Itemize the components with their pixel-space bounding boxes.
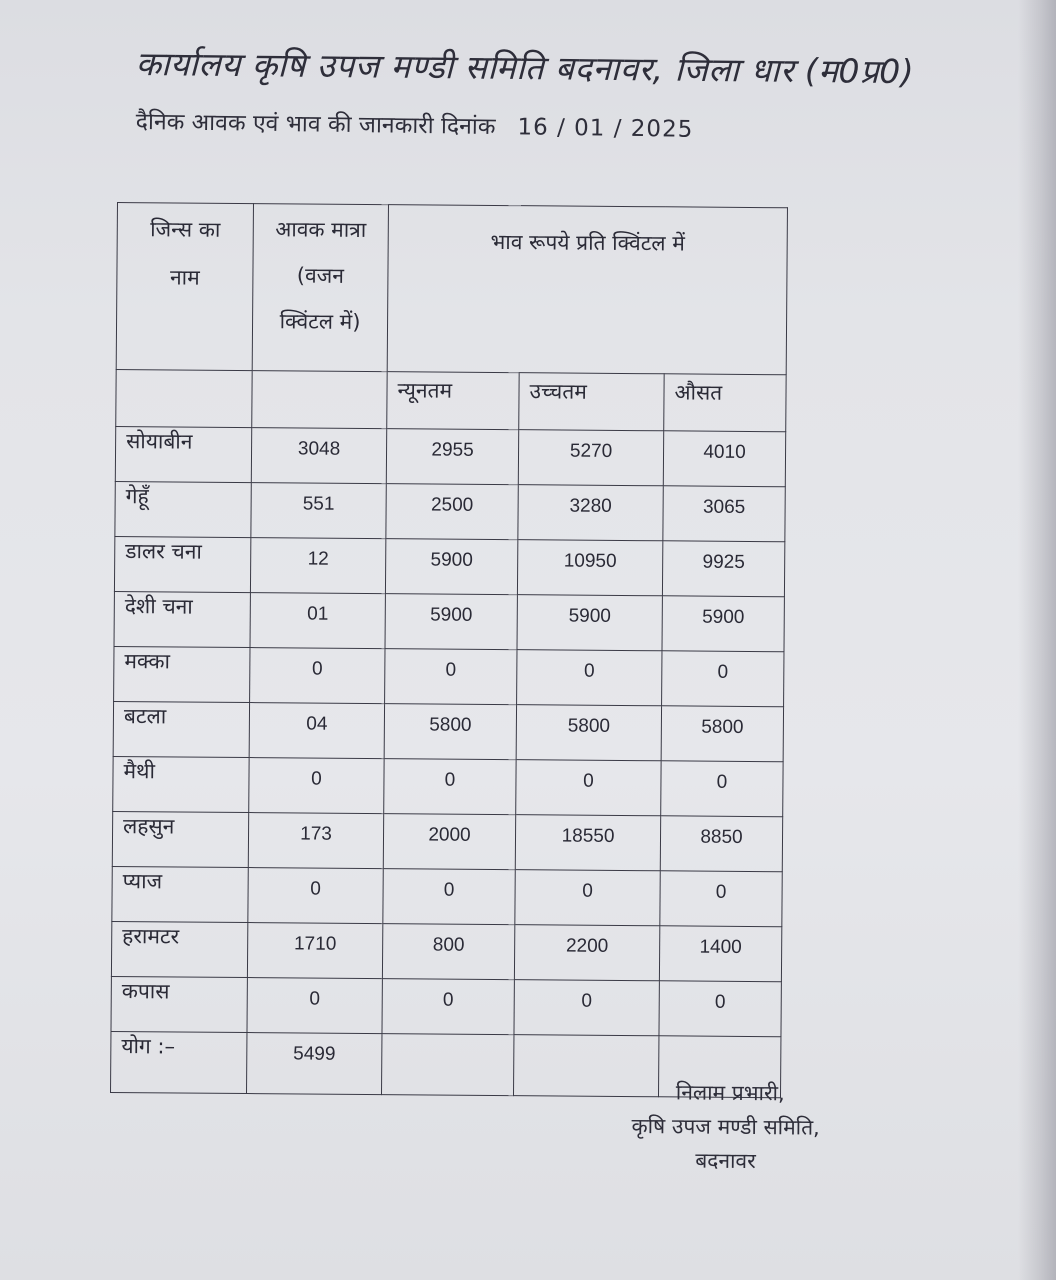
- subtitle-text: दैनिक आवक एवं भाव की जानकारी दिनांक: [135, 108, 496, 141]
- min-price: 0: [382, 979, 514, 1035]
- arrival-qty: 0: [248, 868, 383, 924]
- commodity-name: बटला: [113, 701, 249, 757]
- avg-price: 0: [659, 981, 781, 1037]
- arrival-qty: 0: [247, 978, 382, 1034]
- max-price: 10950: [517, 540, 662, 596]
- commodity-name: प्याज: [112, 866, 248, 922]
- arrival-qty: 01: [250, 593, 385, 649]
- signature-place: बदनावर: [695, 1148, 756, 1174]
- max-price: 18550: [515, 815, 660, 871]
- table-row: [111, 921, 781, 981]
- max-price: 5900: [517, 595, 662, 651]
- min-price: 0: [383, 869, 515, 925]
- commodity-name: मक्का: [114, 646, 250, 702]
- avg-price: 0: [660, 871, 782, 927]
- min-price: 2500: [386, 484, 518, 540]
- max-price: 2200: [514, 925, 659, 981]
- header-qty-line1: आवक मात्रा: [275, 217, 367, 242]
- header-commodity-line1: जिन्स का: [150, 217, 221, 242]
- commodity-name: कपास: [111, 976, 247, 1032]
- office-title: कार्यालय कृषि उपज मण्डी समिति बदनावर, जिला धार (म0प्र0): [135, 43, 915, 92]
- arrival-qty: 173: [248, 813, 383, 869]
- commodity-name: हरामटर: [111, 921, 247, 977]
- avg-price: 8850: [660, 816, 782, 872]
- arrival-qty: 551: [251, 483, 386, 539]
- rates-table: [110, 202, 788, 1098]
- arrival-qty: 04: [249, 703, 384, 759]
- total-label: योग :–: [111, 1031, 247, 1093]
- report-subtitle: [136, 104, 694, 144]
- min-price: 5900: [385, 594, 517, 650]
- header-commodity-name: [116, 203, 253, 371]
- arrival-qty: 1710: [247, 923, 382, 979]
- signature-designation: निलाम प्रभारी,: [675, 1080, 785, 1106]
- header-commodity-line2: नाम: [169, 265, 200, 290]
- subheader-empty-qty: [252, 371, 387, 429]
- table-header-row: [116, 203, 787, 375]
- avg-price: 1400: [659, 926, 781, 982]
- commodity-name: गेहूँ: [115, 481, 251, 537]
- max-price: 0: [516, 760, 661, 816]
- max-price: 0: [514, 980, 659, 1036]
- arrival-qty: 0: [250, 648, 385, 704]
- table-row: [115, 426, 785, 486]
- min-price: 800: [382, 924, 514, 980]
- subheader-empty-name: [116, 369, 252, 427]
- header-qty-line2: (वजन: [296, 263, 345, 288]
- table-row: [112, 866, 782, 926]
- arrival-qty: 0: [249, 758, 384, 814]
- table-row: [114, 536, 784, 596]
- avg-price: 9925: [662, 541, 784, 597]
- min-price: 0: [384, 759, 516, 815]
- min-price: 2000: [383, 814, 515, 870]
- table-row: [114, 591, 784, 651]
- avg-price: 5900: [662, 596, 784, 652]
- max-price: 5800: [516, 705, 661, 761]
- paper-shadow-edge: [1018, 0, 1056, 1280]
- total-empty-min: [381, 1034, 513, 1096]
- subheader-avg: औसत: [664, 374, 786, 432]
- signature-organization: कृषि उपज मण्डी समिति,: [631, 1113, 820, 1140]
- min-price: 0: [385, 649, 517, 705]
- table-row: [114, 646, 784, 706]
- subheader-max: उच्चतम: [519, 373, 664, 431]
- report-date: 16 / 01 / 2025: [517, 114, 694, 143]
- table-subheader-row: [116, 369, 786, 431]
- avg-price: 3065: [663, 486, 785, 542]
- table-row: [113, 756, 783, 816]
- max-price: 0: [515, 870, 660, 926]
- max-price: 0: [517, 650, 662, 706]
- min-price: 5900: [385, 539, 517, 595]
- total-qty: 5499: [247, 1033, 382, 1095]
- header-price-per-quintal: भाव रूपये प्रति क्विंटल में: [387, 205, 787, 375]
- commodity-name: डालर चना: [114, 536, 250, 592]
- table-row: [112, 811, 782, 871]
- avg-price: 0: [662, 651, 784, 707]
- table-row: [113, 701, 783, 761]
- avg-price: 5800: [661, 706, 783, 762]
- avg-price: 0: [661, 761, 783, 817]
- commodity-name: लहसुन: [112, 811, 248, 867]
- rates-table-wrapper: [110, 202, 788, 1098]
- commodity-name: सोयाबीन: [115, 426, 251, 482]
- arrival-qty: 12: [250, 538, 385, 594]
- table-row: [111, 976, 781, 1036]
- commodity-name: मैथी: [113, 756, 249, 812]
- min-price: 2955: [386, 429, 518, 485]
- subheader-min: न्यूनतम: [387, 372, 519, 430]
- arrival-qty: 3048: [251, 428, 386, 484]
- commodity-name: देशी चना: [114, 591, 250, 647]
- table-row: [115, 481, 785, 541]
- max-price: 3280: [518, 485, 663, 541]
- header-arrival-qty: [252, 204, 388, 372]
- header-qty-line3: क्विंटल में): [279, 309, 361, 334]
- signature-block: [631, 1075, 820, 1179]
- max-price: 5270: [518, 430, 663, 486]
- min-price: 5800: [384, 704, 516, 760]
- avg-price: 4010: [663, 431, 785, 487]
